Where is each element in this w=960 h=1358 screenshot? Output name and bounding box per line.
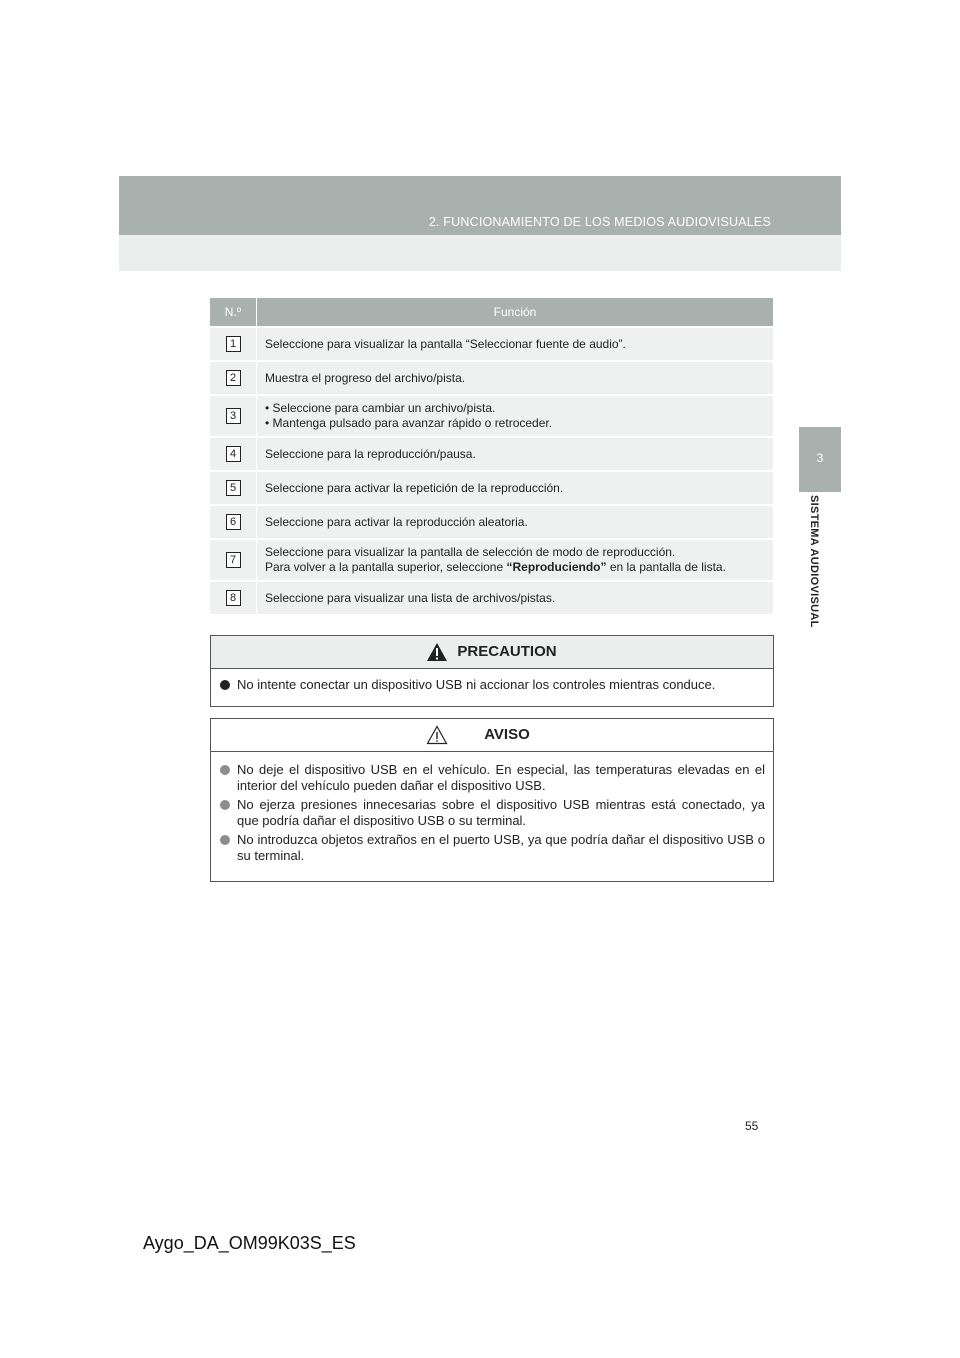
row-description bbox=[257, 394, 773, 436]
header-function: Función bbox=[257, 298, 773, 326]
document-code: Aygo_DA_OM99K03S_ES bbox=[143, 1233, 356, 1253]
precaution-text: No intente conectar un dispositivo USB ni accionar los controles mientras conduce. bbox=[237, 677, 716, 692]
list-item bbox=[219, 762, 765, 794]
aviso-header bbox=[211, 719, 773, 752]
aviso-text: No introduzca objetos extraños en el puerto USB, ya que podría dañar el dispositivo USB o su terminal. bbox=[237, 832, 765, 863]
section-header-band bbox=[119, 176, 841, 271]
row-text: en la pantalla de lista. bbox=[606, 560, 726, 574]
table-row bbox=[210, 538, 773, 580]
row-number-box: 6 bbox=[226, 514, 241, 530]
aviso-text: No deje el dispositivo USB en el vehículo. En especial, las temperaturas elevadas en el interior del vehículo pueden dañar el dispositivo USB. bbox=[237, 762, 765, 793]
row-description: Seleccione para activar la reproducción aleatoria. bbox=[257, 504, 773, 538]
list-item bbox=[219, 832, 765, 864]
list-item bbox=[219, 797, 765, 829]
aviso-title: AVISO bbox=[484, 726, 530, 743]
header-number: N.º bbox=[210, 298, 257, 326]
precaution-title: PRECAUTION bbox=[457, 643, 557, 660]
row-number-box: 1 bbox=[226, 336, 241, 352]
table-row bbox=[210, 360, 773, 394]
aviso-text: No ejerza presiones innecesarias sobre el dispositivo USB mientras está conectado, ya que podría dañar el dispositivo USB o su terminal. bbox=[237, 797, 765, 828]
bullet-icon bbox=[220, 680, 230, 690]
table-row bbox=[210, 470, 773, 504]
row-description: Seleccione para visualizar una lista de archivos/pistas. bbox=[257, 580, 773, 614]
row-description: Seleccione para visualizar la pantalla “Seleccionar fuente de audio”. bbox=[257, 326, 773, 360]
caution-icon bbox=[426, 725, 448, 745]
aviso-body bbox=[211, 752, 773, 881]
chapter-number: 3 bbox=[816, 451, 824, 465]
row-description: Seleccione para activar la repetición de la reproducción. bbox=[257, 470, 773, 504]
bullet-icon bbox=[220, 800, 230, 810]
row-line bbox=[265, 560, 765, 575]
row-number-box: 5 bbox=[226, 480, 241, 496]
section-title: 2. FUNCIONAMIENTO DE LOS MEDIOS AUDIOVISUALES bbox=[428, 215, 771, 229]
table-row bbox=[210, 504, 773, 538]
table-row bbox=[210, 580, 773, 614]
page-number: 55 bbox=[745, 1119, 759, 1133]
precaution-body bbox=[211, 669, 773, 706]
table-row bbox=[210, 326, 773, 360]
warning-icon bbox=[426, 642, 448, 662]
chapter-tab bbox=[799, 427, 841, 492]
bullet-icon bbox=[220, 835, 230, 845]
row-number-box: 7 bbox=[226, 552, 241, 568]
bullet-icon bbox=[220, 765, 230, 775]
row-line: Seleccione para visualizar la pantalla de selección de modo de reproducción. bbox=[265, 545, 676, 559]
row-description bbox=[257, 538, 773, 580]
list-item bbox=[219, 677, 765, 693]
row-bullet: • Seleccione para cambiar un archivo/pista. bbox=[265, 401, 496, 415]
table-header-row bbox=[210, 298, 773, 326]
precaution-box bbox=[210, 635, 774, 707]
row-number-box: 3 bbox=[226, 408, 241, 424]
table-row bbox=[210, 436, 773, 470]
function-table bbox=[210, 298, 773, 614]
row-bullet: • Mantenga pulsado para avanzar rápido o retroceder. bbox=[265, 416, 553, 430]
chapter-label: SISTEMA AUDIOVISUAL bbox=[808, 495, 820, 628]
section-header-bar bbox=[119, 176, 841, 235]
row-number-box: 2 bbox=[226, 370, 241, 386]
row-text: Para volver a la pantalla superior, seleccione bbox=[265, 560, 507, 574]
table-row bbox=[210, 394, 773, 436]
reproduciendo-label: “Reproduciendo” bbox=[506, 560, 607, 574]
row-description: Seleccione para la reproducción/pausa. bbox=[257, 436, 773, 470]
precaution-header bbox=[211, 636, 773, 669]
row-number-box: 8 bbox=[226, 590, 241, 606]
row-description: Muestra el progreso del archivo/pista. bbox=[257, 360, 773, 394]
row-number-box: 4 bbox=[226, 446, 241, 462]
aviso-box bbox=[210, 718, 774, 882]
